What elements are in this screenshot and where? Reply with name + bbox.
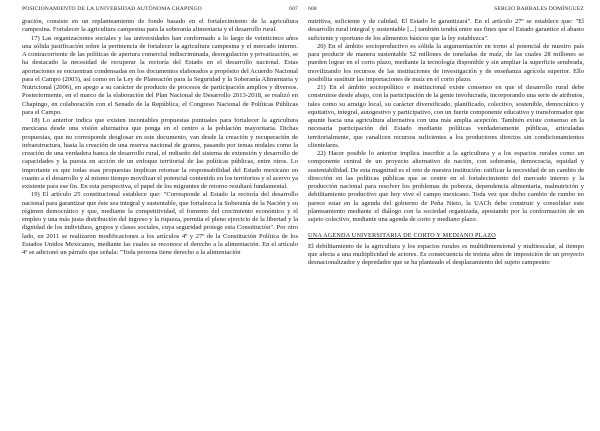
left-page-number: 607 <box>289 6 298 12</box>
right-running-title: SERGIO BARRALES DOMÍNGUEZ <box>494 6 584 12</box>
right-paragraph: nutritiva, suficiente y de calidad. El Estado lo garantizará". En el artículo 27º se establece que: "El desarrollo rural integral y sustentable [...] también tendrá entre sus fines que el Estado garantice el abasto suficiente y oportuno de los alimentos básicos que la ley establezca". <box>308 18 584 42</box>
right-running-head <box>308 6 584 16</box>
right-paragraph: 20) En el ámbito socioproductivo es sólida la argumentación en torno al potencial de nuestro país para producir de manera sustentable 52 millones de toneladas de maíz, de las cuales 28 millones se pueden lograr en el corto plazo, mediante la tecnología disponible y sin ampliar la superficie sembrada, movilizando los recursos de las instituciones de investigación y de enseñanza agrícola superior. Ello posibilita sustituir las importaciones de maíz en el corto plazo. <box>308 42 584 83</box>
left-running-head <box>22 6 298 16</box>
left-page <box>22 0 298 431</box>
left-paragraph: 18) Lo anterior indica que existen incontables propuestas puntuales para fortalecer la agricultura mexicana desde una visión alternativa que ponga en el centro a la población mayoritaria. Dichas propuestas, que no corresponde desglosar en este documento, van desde la creación y recuperación de infraestructura, hasta la creación de una reserva nacional de granos, pasando por temas nodales como la creación de una verdadera banca de desarrollo rural, el rediseño del sistema de extensión y desarrollo de capacidades y la puesta en acción de un enfoque territorial de las políticas públicas, entre otros. Lo importante es que todas esas propuestas implican retomar la responsabilidad del Estado mexicano en cuanto a el desarrollo y al mismo tiempo movilizar el potencial contenido en los territorios y el acervo ya existente para ese fin. En esta perspectiva, el papel de los migrantes de retorno resultará fundamental. <box>22 117 298 190</box>
left-paragraph: gración, consiste en un replanteamiento de fondo basado en el fortalecimiento de la agricultura campesina. Fortalecer la agricultura campesina para la soberanía alimentaria y el desarrollo rural. <box>22 18 298 34</box>
right-page-number: 608 <box>308 6 317 12</box>
right-body-text <box>308 18 584 267</box>
right-paragraph: 22) Hacer posible lo anterior implica inscribir a la agricultura y a los espacios rurales como un componente central de un proyecto alternativo de nación, con soberanía, democracia, equidad y sustentabilidad. De esta magnitud es el reto de nuestra institución: ratificar la necesidad de un cambio de dirección en las políticas públicas que se centre en el fortalecimiento del mercado interno y la producción nacional para resolver los problemas de pobreza, dependencia alimentaria, malnutrición y debilitamiento productivo que hoy vive el campo mexicano. Toda vez que dicho cambio de rumbo no parece estar en la agenda del gobierno de Peña Nieto, la UACh debe construir y consolidar este planteamiento mediante el diálogo con la sociedad organizada, apostando por la conformación de un sujeto colectivo, mediante una agenda de corto y mediano plazo. <box>308 150 584 223</box>
left-paragraph: 17) Las organizaciones sociales y las universidades han conformado a lo largo de veinticinco años una sólida justificación sobre la pertinencia de fortalecer la agricultura campesina y el mercado interno. A contracorriente de las políticas de apertura comercial indiscriminada, desregulación y privatización, se ha destacado la necesidad de recuperar la rectoría del Estado en el desarrollo nacional. Estas aportaciones se encuentran condensadas en los documentos elaborados a propósito del Acuerdo Nacional para el Campo (2003), así como en la Ley de Planeación para la Seguridad y la Soberanía Alimentaria y Nutricional (2006), en apego a su carácter de producto de procesos de participación amplios y diversos. Posteriormente, en el marco de la elaboración del Plan Nacional de Desarrollo 2013-2018, se realizó en Chapingo, en colaboración con el Senado de la República, el Congreso Nacional de Políticas Públicas para el Campo. <box>22 34 298 116</box>
right-paragraph: El debilitamiento de la agricultura y los espacios rurales es multidimensional y multiescalar, al tiempo que afecta a una multiplicidad de actores. Es consecuencia de treinta años de imposición de un proyecto desnacionalizador y depredador que se ha planteado el desplazamiento del sujeto campesino <box>308 242 584 266</box>
left-body-text <box>22 18 298 257</box>
right-paragraph: 21) En el ámbito sociopolítico e institucional existe consenso en que el desarrollo rural debe construirse desde abajo, con la participación de la gente involucrada, incorporando una serie de atributos, tales como su arraigo local, su carácter diversificado, planificado, colectivo, sostenible, democrático y equitativo, integral, autogestivo y participativo, con un fuerte componente educativo y transformador que apunte hacia una agricultura alternativa con una más amplia acepción. También existe consenso en la necesaria participación del Estado mediante políticas verdaderamente públicas, articuladas territorialmente, que canalicen recursos suficientes a los productores directos sin condicionamientos clientelares. <box>308 84 584 149</box>
right-page <box>308 0 584 431</box>
section-heading: UNA AGENDA UNIVERSITARIA DE CORTO Y MEDIANO PLAZO <box>308 232 496 240</box>
left-running-title: POSICIONAMIENTO DE LA UNIVERSIDAD AUTÓNOMA CHAPINGO <box>22 6 202 12</box>
left-paragraph: 19) El artículo 25 constitucional establece que: "Corresponde al Estado la rectoría del desarrollo nacional para garantizar que éste sea integral y sustentable, que fortalezca la Soberanía de la Nación y su régimen democrático y que, mediante la competitividad, el fomento del crecimiento económico y el empleo y una más justa distribución del ingreso y la riqueza, permita el pleno ejercicio de la libertad y la dignidad de los individuos, grupos y clases sociales, cuya seguridad protege esta Constitución". Por otro lado, en 2011 se realizaron modificaciones a los artículos 4º y 27º de la Constitución Política de los Estados Unidos Mexicanos, mediante las cuales se reconoce el derecho a la alimentación. En el artículo 4º se adicionó un párrafo que señala: "Toda persona tiene derecho a la alimentación <box>22 191 298 256</box>
